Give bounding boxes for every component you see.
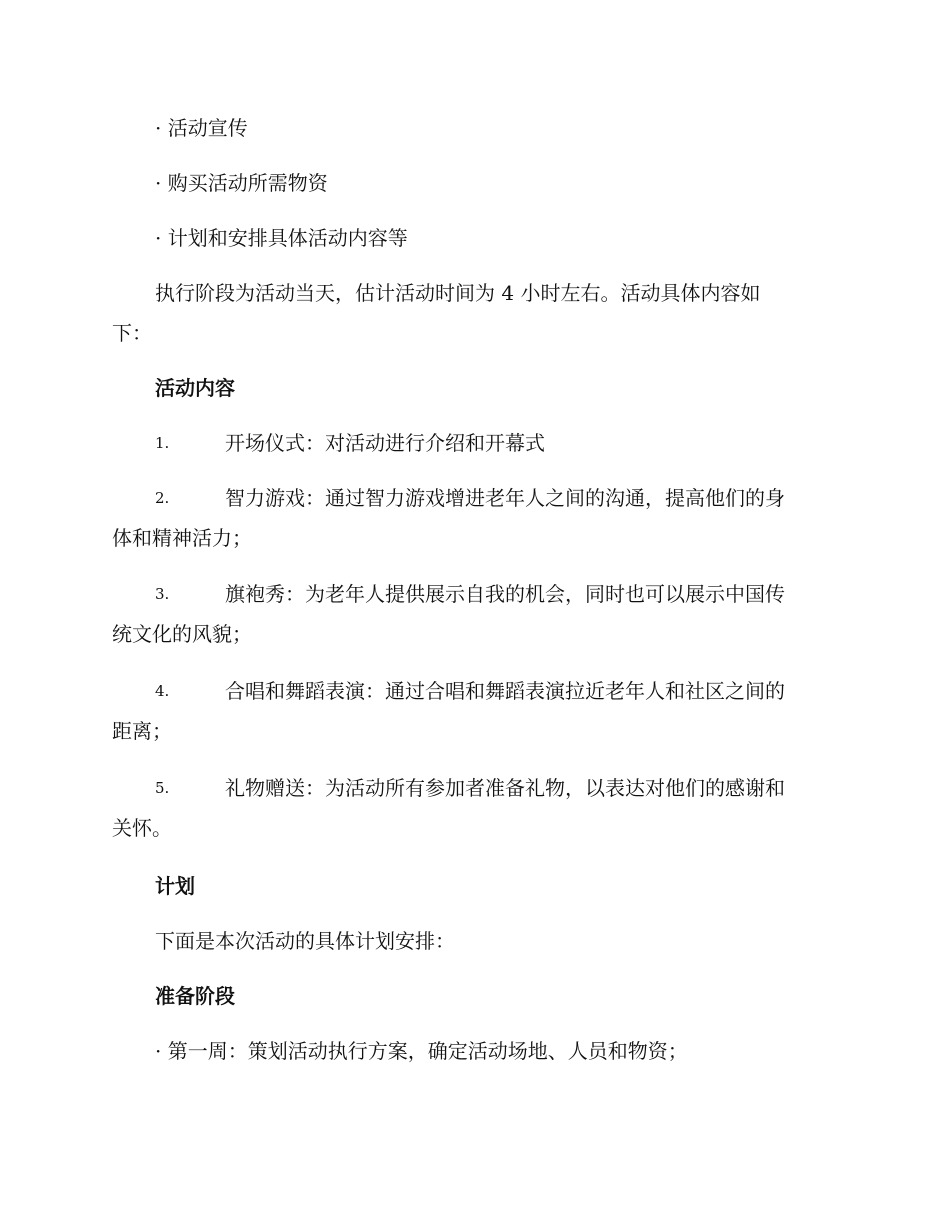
execution-para-line2: 下： — [112, 321, 152, 345]
execution-para-line1: 执行阶段为活动当天，估计活动时间为 4 小时左右。活动具体内容如 — [155, 281, 761, 305]
item-text-continued: 距离； — [112, 719, 172, 743]
item-text-continued: 体和精神活力； — [112, 526, 252, 550]
item-text: 合唱和舞蹈表演：通过合唱和舞蹈表演拉近老年人和社区之间的 — [225, 679, 785, 703]
plan-intro: 下面是本次活动的具体计划安排： — [155, 929, 455, 953]
activity-item-5 — [112, 768, 834, 848]
item-text: 旗袍秀：为老年人提供展示自我的机会，同时也可以展示中国传 — [225, 582, 785, 606]
item-number: 3. — [155, 585, 170, 603]
activity-item-3 — [112, 574, 834, 654]
activity-item-1 — [112, 423, 834, 463]
item-text-continued: 关怀。 — [112, 816, 172, 840]
bullet-item-publicity: · 活动宣传 — [155, 116, 248, 140]
item-number: 1. — [155, 434, 170, 452]
item-text: 智力游戏：通过智力游戏增进老年人之间的沟通，提高他们的身 — [225, 486, 785, 510]
item-text-continued: 统文化的风貌； — [112, 622, 252, 646]
bullet-item-planning: · 计划和安排具体活动内容等 — [155, 226, 408, 250]
section-heading-prep: 准备阶段 — [155, 984, 235, 1008]
item-text: 开场仪式：对活动进行介绍和开幕式 — [225, 431, 545, 455]
item-number: 2. — [155, 489, 170, 507]
prep-item-week1: · 第一周：策划活动执行方案，确定活动场地、人员和物资； — [155, 1039, 688, 1063]
section-heading-activity: 活动内容 — [155, 376, 235, 400]
activity-item-2 — [112, 478, 834, 558]
bullet-item-purchase: · 购买活动所需物资 — [155, 171, 328, 195]
section-heading-plan: 计划 — [155, 874, 195, 898]
activity-item-4 — [112, 671, 834, 751]
item-text: 礼物赠送：为活动所有参加者准备礼物，以表达对他们的感谢和 — [225, 776, 785, 800]
item-number: 4. — [155, 682, 170, 700]
item-number: 5. — [155, 779, 170, 797]
